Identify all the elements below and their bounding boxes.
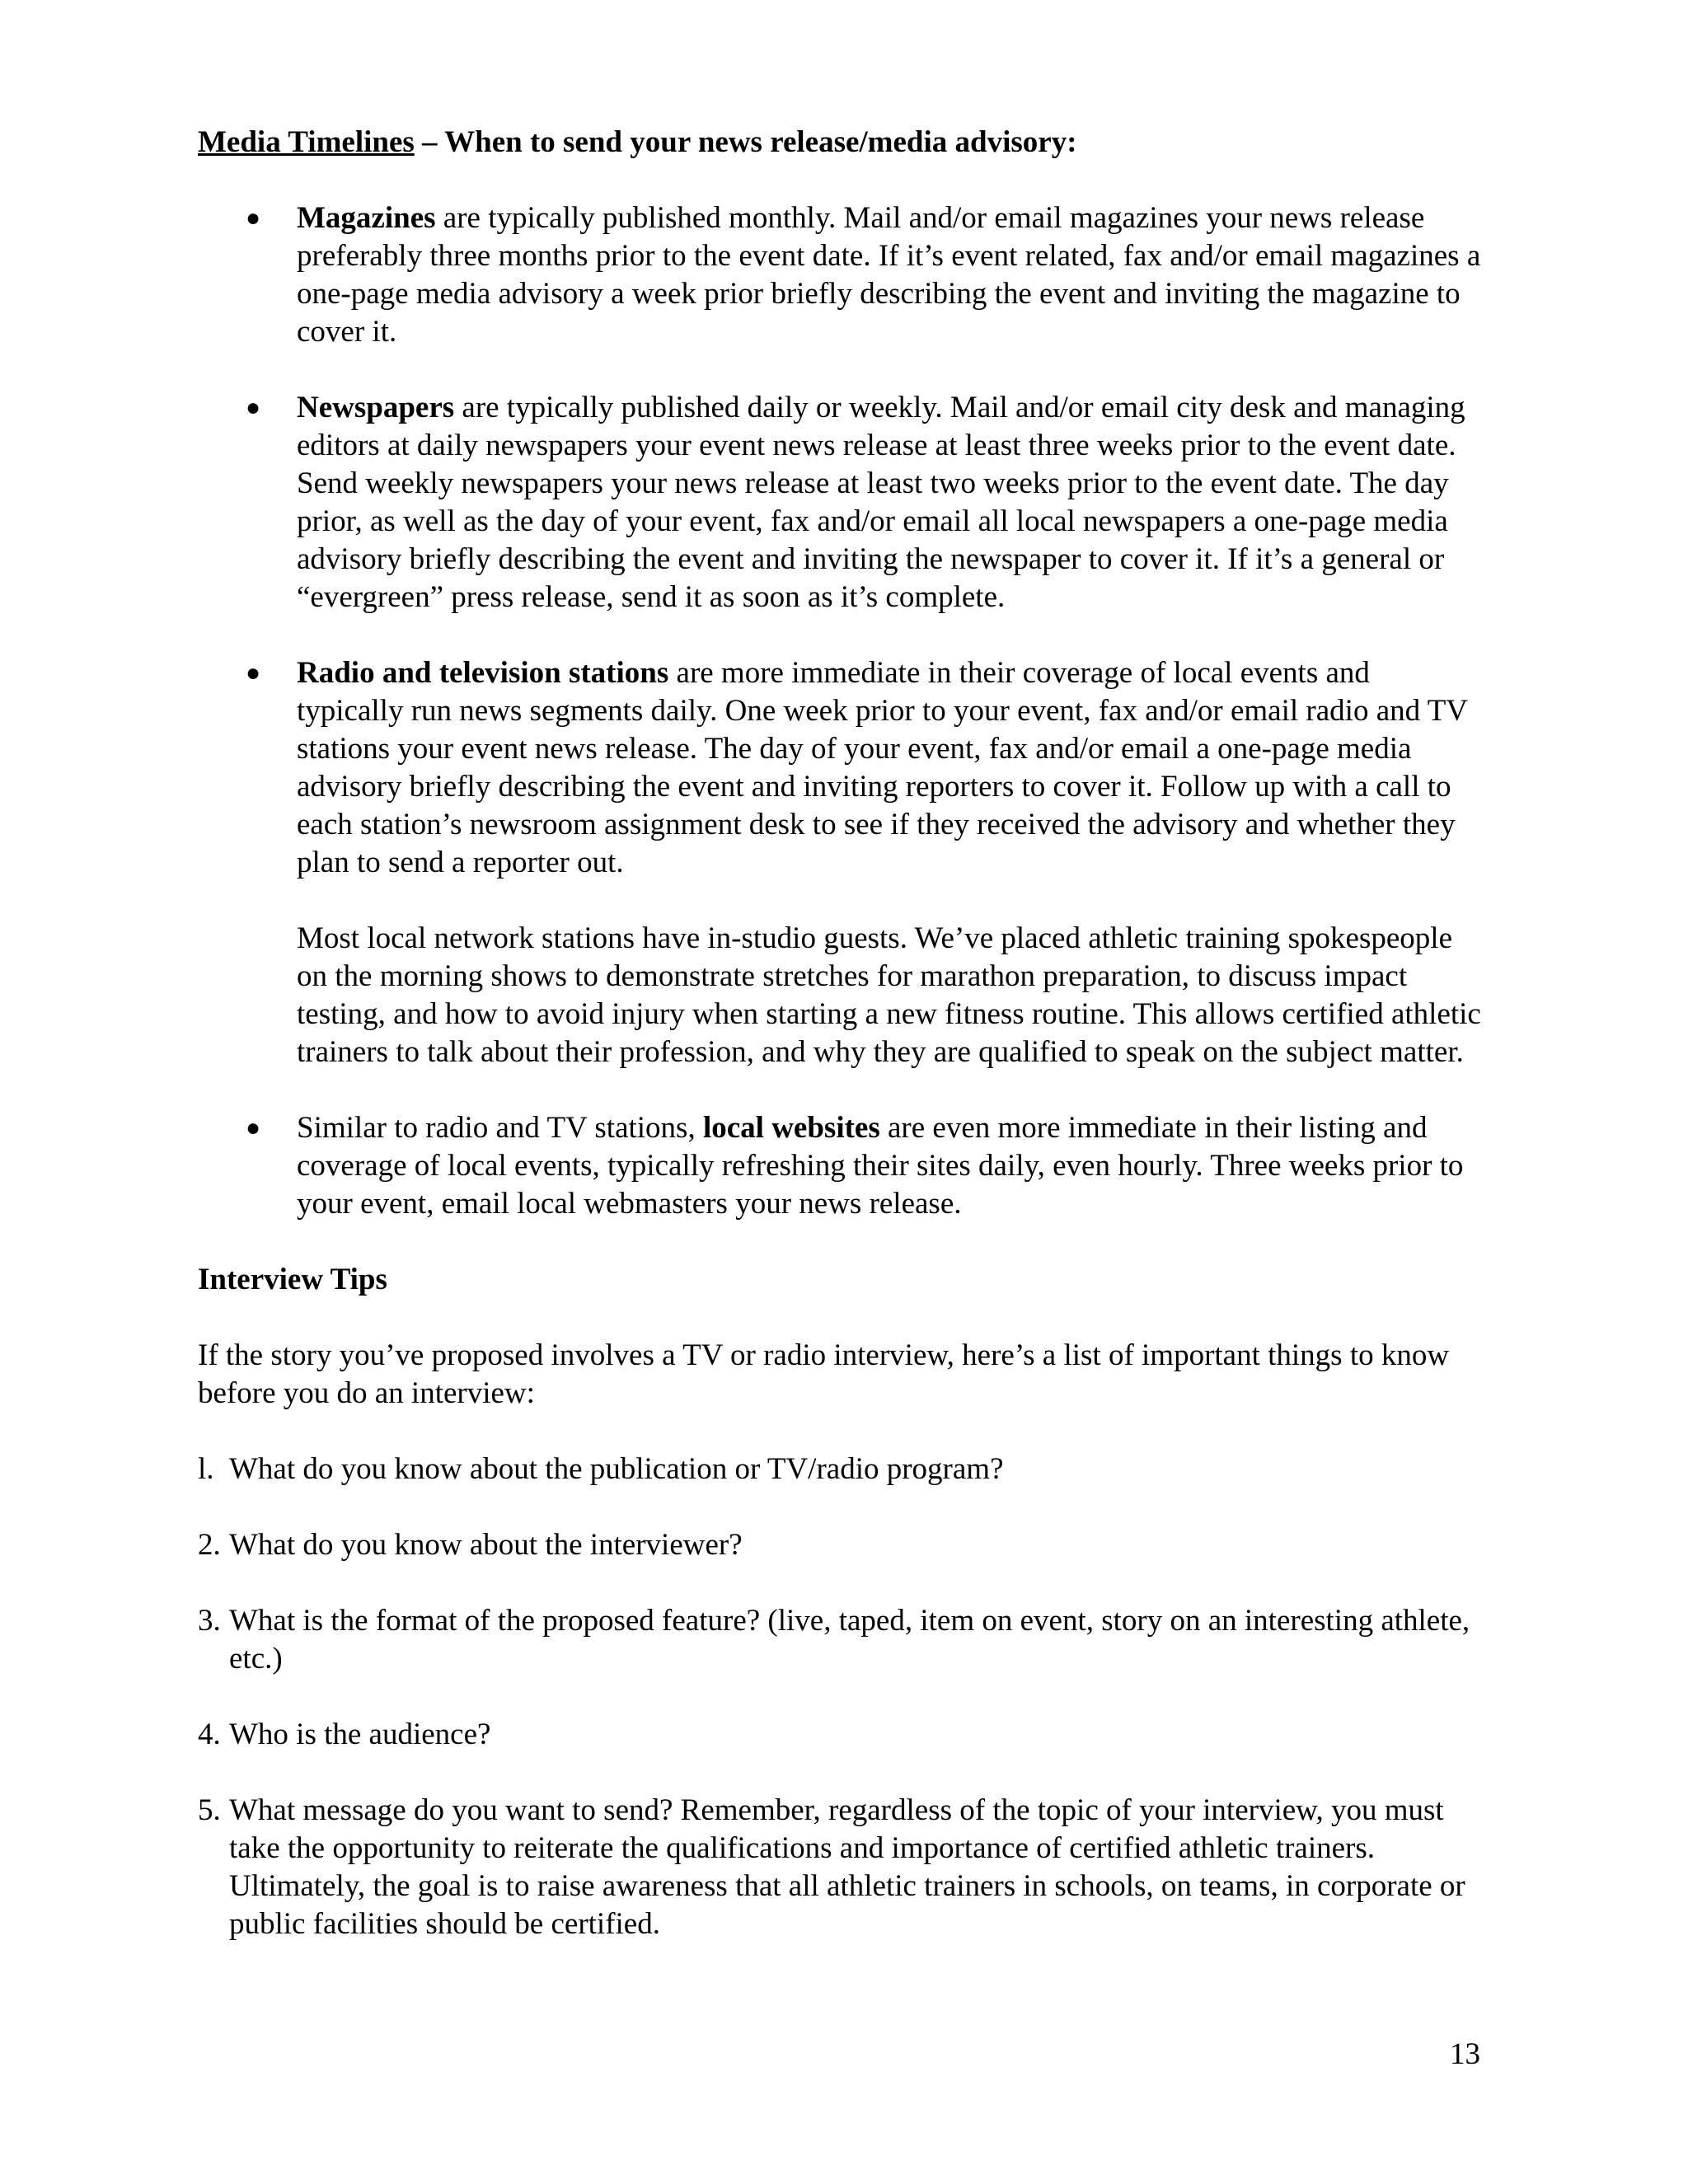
heading-rest: – When to send your news release/media advisory: (414, 125, 1077, 159)
list-item-keyword: Magazines (297, 201, 436, 235)
tip-text: What do you know about the interviewer? (229, 1528, 743, 1562)
list-item (198, 654, 1484, 1071)
list-item-text: Newspapers are typically published daily or weekly. Mail and/or email city desk and managing editors at daily newspapers your event news release at least three weeks prior to the event date. Send weekly newspapers your news release at least two weeks prior to the event date. The day prior, as well as the day of your event, fax and/or email all local newspapers a one-page media advisory briefly describing the event and inviting the newspaper to cover it. If it’s a general or “evergreen” press release, send it as soon as it’s complete. (297, 391, 1465, 614)
document-page (198, 124, 1484, 1981)
list-item-keyword: local websites (702, 1111, 880, 1145)
tip-text: What message do you want to send? Remember, regardless of the topic of your interview, you must take the opportunity to reiterate the qualifications and importance of certified athletic trainers. Ultimately, the goal is to raise awareness that all athletic trainers in schools, on teams, in corporate or public facilities should be certified. (229, 1793, 1465, 1941)
list-item-text: Similar to radio and TV stations, local websites are even more immediate in their listing and coverage of local events, typically refreshing their sites daily, even hourly. Three weeks prior to your event, email local webmasters your news release. (297, 1111, 1464, 1221)
list-item (198, 1109, 1484, 1223)
tip-item (198, 1602, 1484, 1678)
tip-number: 3. (198, 1604, 221, 1638)
section-heading (198, 124, 1484, 162)
tip-number: 2. (198, 1528, 221, 1562)
interview-tips-list (198, 1451, 1484, 1943)
tip-text: What do you know about the publication or TV/radio program? (229, 1452, 1004, 1486)
tip-number: l. (198, 1452, 214, 1486)
list-item-text: Radio and television stations are more immediate in their coverage of local events and typically run news segments daily. One week prior to your event, fax and/or email radio and TV stations your event news release. The day of your event, fax and/or email a one-page media advisory briefly describing the event and inviting reporters to cover it. Follow up with a call to each station’s newsroom assignment desk to see if they received the advisory and whether they plan to send a reporter out. (297, 656, 1468, 879)
list-item-keyword: Radio and television stations (297, 656, 669, 690)
page-number: 13 (1450, 2037, 1480, 2071)
tip-item (198, 1792, 1484, 1943)
list-item (198, 199, 1484, 351)
tip-number: 4. (198, 1718, 221, 1751)
tip-number: 5. (198, 1793, 221, 1827)
list-item-text: Magazines are typically published monthly. Mail and/or email magazines your news release preferably three months prior to the event date. If it’s event related, fax and/or email magazines a one-page media advisory a week prior briefly describing the event and inviting the magazine to cover it. (297, 201, 1481, 349)
tip-text: Who is the audience? (229, 1718, 491, 1751)
heading-underlined: Media Timelines (198, 125, 415, 159)
media-timeline-list (198, 199, 1484, 1223)
list-item-keyword: Newspapers (297, 391, 455, 424)
tip-item (198, 1716, 1484, 1754)
list-item-extra-paragraph: Most local network stations have in-studio guests. We’ve placed athletic training spokespeople on the morning shows to demonstrate stretches for marathon preparation, to discuss impact testing, and how to avoid injury when starting a new fitness routine. This allows certified athletic trainers to talk about their profession, and why they are qualified to speak on the subject matter. (297, 921, 1481, 1069)
interview-tips-title: Interview Tips (198, 1263, 387, 1296)
tip-item (198, 1526, 1484, 1564)
interview-intro: If the story you’ve proposed involves a TV or radio interview, here’s a list of important things to know before you do an interview: (198, 1338, 1450, 1410)
bullet-icon: ● (246, 204, 261, 232)
tip-item (198, 1451, 1484, 1488)
bullet-icon: ● (246, 1114, 261, 1141)
bullet-icon: ● (246, 659, 261, 687)
list-item (198, 389, 1484, 616)
bullet-icon: ● (246, 394, 261, 421)
tip-text: What is the format of the proposed feature? (live, taped, item on event, story on an interesting athlete, etc.) (229, 1604, 1470, 1675)
